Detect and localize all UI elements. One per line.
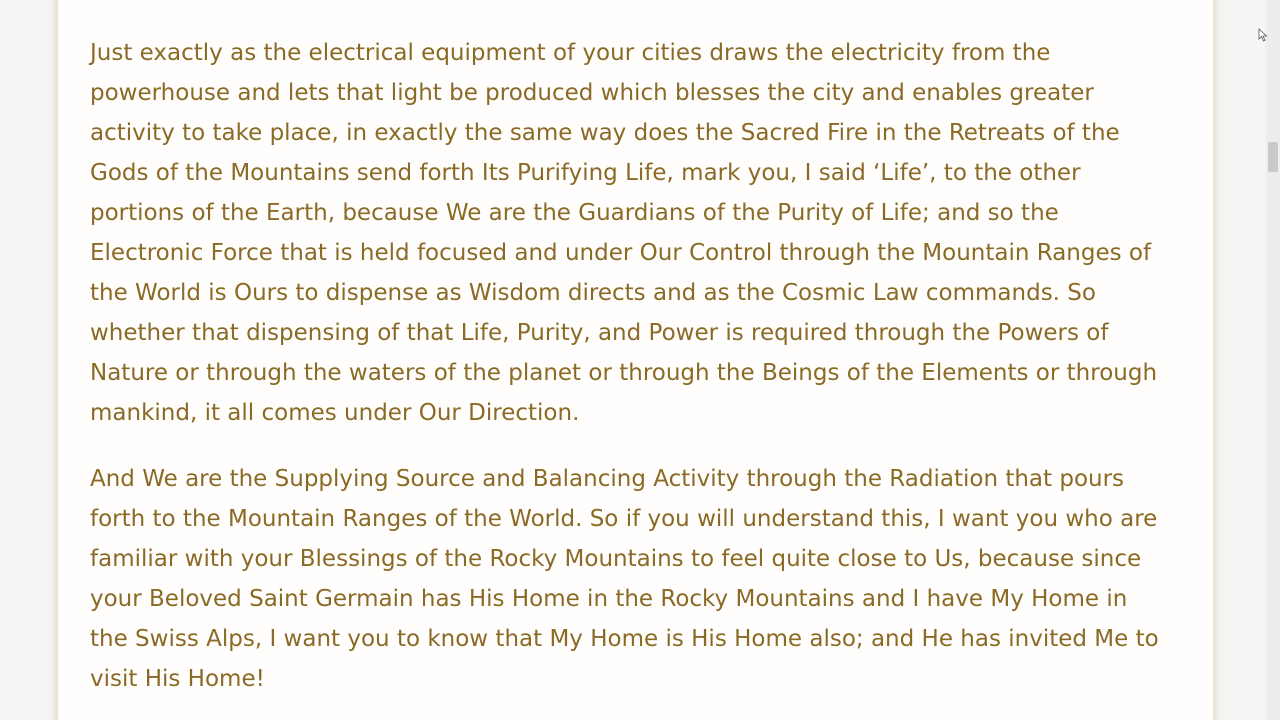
- paragraph-1: Just exactly as the electrical equipment of your cities draws the electricity from the powerhouse and lets that light be produced which blesses the city and enables greater activity to take place, in exactly the same way does the Sacred Fire in the Retreats of the Gods of the Mountains send forth Its Purifying Life, mark you, I said ‘Life’, to the other portions of the Earth, because We are the Guardians of the Purity of Life; and so the Electronic Force that is held focused and under Our Control through the Mountain Ranges of the World is Ours to dispense as Wisdom directs and as the Cosmic Law commands. So whether that dispensing of that Life, Purity, and Power is required through the Powers of Nature or through the waters of the planet or through the Beings of the Elements or through mankind, it all comes under Our Direction.: [90, 40, 1158, 426]
- paragraph-2: And We are the Supplying Source and Balancing Activity through the Radiation that pours forth to the Mountain Ranges of the World. So if you will understand this, I want you who are familiar with your Blessings of the Rocky Mountains to feel quite close to Us, because since your Beloved Saint Germain has His Home in the Rocky Mountains and I have My Home in the Swiss Alps, I want you to know that My Home is His Home also; and He has invited Me to visit His Home!: [90, 466, 1159, 692]
- scrollbar-thumb[interactable]: [1268, 142, 1278, 172]
- document-content: [90, 33, 1170, 720]
- mouse-pointer-icon: [1258, 27, 1268, 41]
- vertical-scrollbar[interactable]: [1266, 0, 1280, 720]
